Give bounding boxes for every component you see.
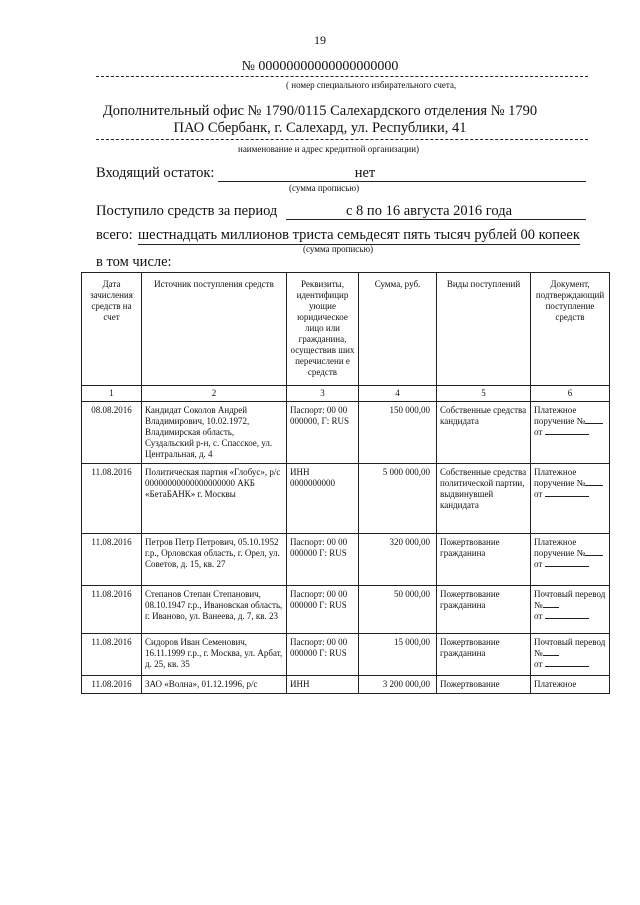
blank-line — [545, 618, 589, 619]
table-row — [82, 634, 610, 676]
document-name: Почтовый перевод № — [534, 589, 606, 610]
cell-type: Пожертвование — [437, 676, 531, 694]
header-type: Виды поступлений — [437, 273, 531, 386]
cell-details: ИНН 0000000000 — [287, 464, 359, 534]
blank-line — [545, 496, 589, 497]
organization-caption: наименование и адрес кредитной организации) — [238, 144, 420, 154]
document-date-label: от — [534, 659, 543, 669]
account-divider — [96, 76, 588, 77]
table-row — [82, 534, 610, 586]
document-name: Платежное поручение № — [534, 467, 586, 488]
header-source: Источник поступления средств — [142, 273, 287, 386]
blank-line — [585, 423, 603, 424]
cell-source: ЗАО «Волна», 01.12.1996, р/с — [142, 676, 287, 694]
document-name: Платежное поручение № — [534, 405, 586, 426]
cell-type: Пожертвование гражданина — [437, 586, 531, 634]
cell-document: Платежное — [531, 676, 610, 694]
cell-source: Сидоров Иван Семенович, 16.11.1999 г.р., г. Москва, ул. Арбат, д. 25, кв. 35 — [142, 634, 287, 676]
organization-line-1: Дополнительный офис № 1790/0115 Салехардского отделения № 1790 — [102, 103, 538, 119]
document-date-label: от — [534, 611, 543, 621]
table-row — [82, 586, 610, 634]
account-number: № 00000000000000000000 — [241, 59, 399, 74]
document-name: Почтовый перевод № — [534, 637, 606, 658]
cell-amount: 150 000,00 — [359, 402, 437, 464]
header-document: Документ, подтверждающий поступление средств — [531, 273, 610, 386]
header-date: Дата зачисления средств на счет — [82, 273, 142, 386]
document-date-label: от — [534, 427, 543, 437]
table-row — [82, 676, 610, 694]
opening-balance-label: Входящий остаток: — [96, 165, 215, 181]
column-number: 3 — [287, 386, 359, 402]
cell-document — [531, 634, 610, 676]
cell-date: 11.08.2016 — [82, 464, 142, 534]
cell-type: Пожертвование гражданина — [437, 534, 531, 586]
table-row — [82, 402, 610, 464]
column-number: 4 — [359, 386, 437, 402]
cell-type: Собственные средства политической партии, выдвинувшей кандидата — [437, 464, 531, 534]
cell-date: 11.08.2016 — [82, 586, 142, 634]
receipts-table — [81, 272, 610, 694]
period-label: Поступило средств за период — [96, 203, 278, 219]
cell-date: 11.08.2016 — [82, 534, 142, 586]
cell-type: Собственные средства кандидата — [437, 402, 531, 464]
blank-line — [545, 434, 589, 435]
opening-balance-line — [218, 166, 586, 182]
cell-amount: 50 000,00 — [359, 586, 437, 634]
blank-line — [543, 607, 559, 608]
document-date-label: от — [534, 489, 543, 499]
opening-balance-value: нет — [354, 165, 376, 181]
cell-date: 08.08.2016 — [82, 402, 142, 464]
organization-line-2: ПАО Сбербанк, г. Салехард, ул. Республики, 41 — [173, 120, 467, 136]
cell-source: Политическая партия «Глобус», р/с 00000000000000000000 АКБ «БетаБАНК» г. Москвы — [142, 464, 287, 534]
blank-line — [585, 485, 603, 486]
cell-amount: 5 000 000,00 — [359, 464, 437, 534]
period-value: с 8 по 16 августа 2016 года — [346, 203, 513, 219]
opening-balance-caption: (сумма прописью) — [289, 183, 360, 193]
cell-details: Паспорт: 00 00 000000 Г: RUS — [287, 586, 359, 634]
cell-details: Паспорт: 00 00 000000, Г: RUS — [287, 402, 359, 464]
table-header-row — [82, 273, 610, 386]
cell-details: Паспорт: 00 00 000000 Г: RUS — [287, 634, 359, 676]
cell-details: ИНН — [287, 676, 359, 694]
header-amount: Сумма, руб. — [359, 273, 437, 386]
cell-type: Пожертвование гражданина — [437, 634, 531, 676]
cell-date: 11.08.2016 — [82, 634, 142, 676]
cell-document — [531, 402, 610, 464]
cell-amount: 15 000,00 — [359, 634, 437, 676]
cell-amount: 3 200 000,00 — [359, 676, 437, 694]
cell-source: Петров Петр Петрович, 05.10.1952 г.р., Орловская область, г. Орел, ул. Советов, д. 15, кв. 27 — [142, 534, 287, 586]
blank-line — [543, 655, 559, 656]
cell-source: Степанов Степан Степанович, 08.10.1947 г.р., Ивановская область, г. Иваново, ул. Ванеева, д. 7, кв. 23 — [142, 586, 287, 634]
header-details: Реквизиты, идентифицир ующие юридическое лицо или гражданина, осуществив ших перечислени е средств — [287, 273, 359, 386]
total-caption: (сумма прописью) — [303, 244, 374, 254]
account-caption: ( номер специального избирательного счета, — [286, 80, 457, 90]
column-number-row — [82, 386, 610, 402]
cell-document — [531, 464, 610, 534]
cell-amount: 320 000,00 — [359, 534, 437, 586]
organization-divider — [96, 139, 588, 140]
blank-line — [585, 555, 603, 556]
cell-details: Паспорт: 00 00 000000 Г: RUS — [287, 534, 359, 586]
page-number: 19 — [314, 33, 326, 47]
blank-line — [545, 566, 589, 567]
document-date-label: от — [534, 559, 543, 569]
cell-document — [531, 586, 610, 634]
blank-line — [545, 666, 589, 667]
cell-source: Кандидат Соколов Андрей Владимирович, 10.02.1972, Владимирская область, Суздальский р-н, с. Спасское, ул. Центральная, д. 4 — [142, 402, 287, 464]
document-name: Платежное поручение № — [534, 537, 586, 558]
total-label: всего: — [96, 227, 133, 243]
column-number: 1 — [82, 386, 142, 402]
total-value: шестнадцать миллионов триста семьдесят пять тысяч рублей 00 копеек — [138, 227, 580, 243]
column-number: 2 — [142, 386, 287, 402]
column-number: 6 — [531, 386, 610, 402]
cell-document — [531, 534, 610, 586]
table-row — [82, 464, 610, 534]
cell-date: 11.08.2016 — [82, 676, 142, 694]
column-number: 5 — [437, 386, 531, 402]
including-label: в том числе: — [96, 254, 172, 270]
